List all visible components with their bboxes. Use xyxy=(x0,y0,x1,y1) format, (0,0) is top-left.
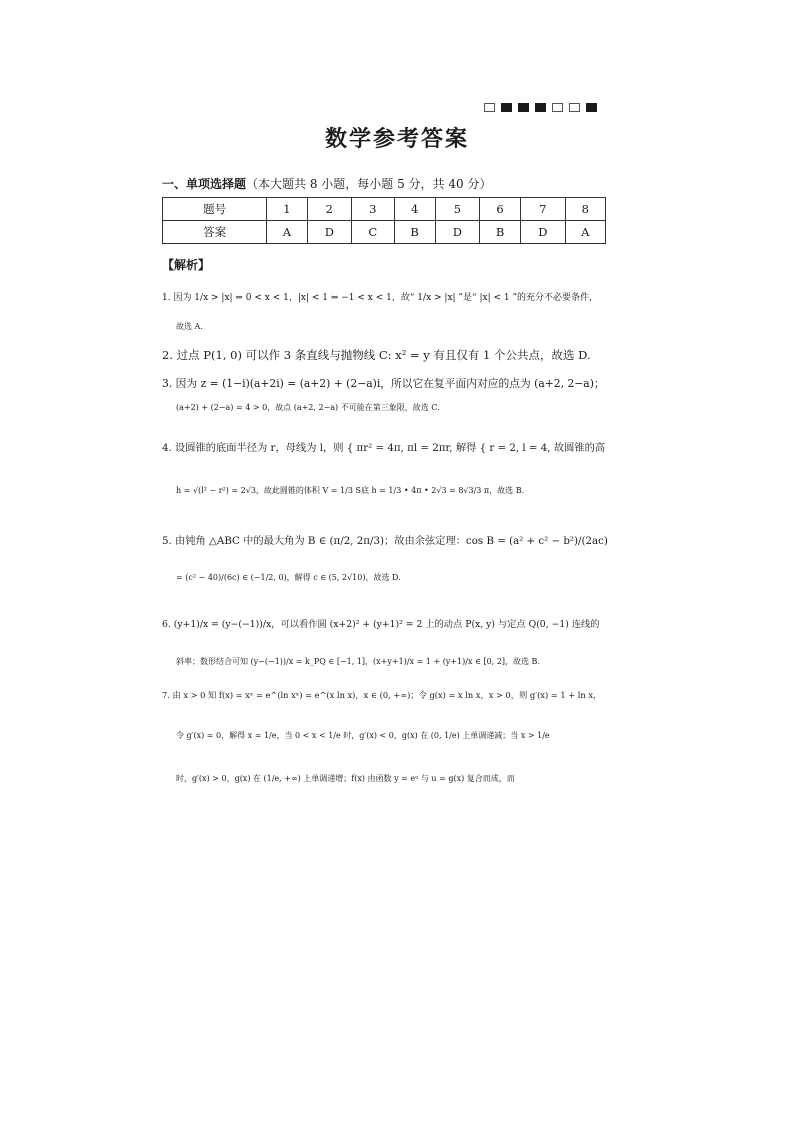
answer-table-row-answers xyxy=(163,221,606,244)
analysis-label: 【解析】 xyxy=(162,258,211,272)
solution-line: 斜率；数形结合可知 (y−(−1))/x = k_PQ ∈ [−1, 1]，(x+y+1)/x = 1 + (y+1)/x ∈ [0, 2]，故选 B. xyxy=(176,657,540,666)
header-marks xyxy=(484,103,597,112)
question-number: 2 xyxy=(307,198,351,221)
page-title: 数学参考答案 xyxy=(324,126,469,152)
question-number: 7 xyxy=(521,198,565,221)
solution-line: 令 g′(x) = 0，解得 x = 1/e，当 0 < x < 1/e 时，g′(x) < 0，g(x) 在 (0, 1/e) 上单调递减；当 x > 1/e xyxy=(176,731,550,740)
answer-cell: B xyxy=(394,221,435,244)
solution-line: h = √(l² − r²) = 2√3，故此圆锥的体积 V = 1/3 S底 h = 1/3 • 4π • 2√3 = 8√3/3 π，故选 B. xyxy=(176,486,525,495)
answer-cell: C xyxy=(352,221,395,244)
question-number: 1 xyxy=(267,198,307,221)
answer-table-row-numbers xyxy=(163,198,606,221)
solution-line: 5. 由钝角 △ABC 中的最大角为 B ∈ (π/2, 2π/3)；故由余弦定理：cos B = (a² + c² − b²)/(2ac) xyxy=(162,535,608,547)
header-mark xyxy=(569,103,580,112)
table-row-label: 答案 xyxy=(163,221,267,244)
section-heading-note: （本大题共 8 小题，每小题 5 分，共 40 分） xyxy=(246,177,492,191)
solution-line: 3. 因为 z = (1−i)(a+2i) = (a+2) + (2−a)i，所以它在复平面内对应的点为 (a+2, 2−a)； xyxy=(162,377,605,390)
header-mark xyxy=(518,103,529,112)
header-mark xyxy=(535,103,546,112)
answer-cell: D xyxy=(521,221,565,244)
solution-line: 4. 设圆锥的底面半径为 r，母线为 l，则 { πr² = 4π, πl = 2πr, 解得 { r = 2, l = 4, 故圆锥的高 xyxy=(162,442,606,454)
answer-cell: A xyxy=(267,221,307,244)
question-number: 6 xyxy=(480,198,521,221)
answer-cell: A xyxy=(565,221,605,244)
solution-line: 时，g′(x) > 0，g(x) 在 (1/e, +∞) 上单调递增；f(x) 由函数 y = eᵘ 与 u = g(x) 复合而成，而 xyxy=(176,774,515,783)
answer-cell: B xyxy=(480,221,521,244)
header-mark xyxy=(552,103,563,112)
solution-line: 1. 因为 1/x > |x| ⇔ 0 < x < 1，|x| < 1 ⇔ −1 < x < 1，故“ 1/x > |x| ”是“ |x| < 1 ”的充分不必要条件， xyxy=(162,293,599,303)
solution-line: = (c² − 40)/(6c) ∈ (−1/2, 0)，解得 c ∈ (5, 2√10)，故选 D. xyxy=(176,573,401,582)
answer-cell: D xyxy=(307,221,351,244)
solution-line: 2. 过点 P(1, 0) 可以作 3 条直线与抛物线 C: x² = y 有且仅有 1 个公共点，故选 D. xyxy=(162,348,591,362)
answer-table xyxy=(162,197,606,244)
question-number: 3 xyxy=(352,198,395,221)
solution-line: 7. 由 x > 0 知 f(x) = xˣ = e^(ln xˣ) = e^(x ln x)，x ∈ (0, +∞)；令 g(x) = x ln x，x > 0，则 g′(x) = 1 + ln x， xyxy=(162,690,602,700)
section-heading xyxy=(162,175,491,192)
header-mark xyxy=(501,103,512,112)
answer-cell: D xyxy=(435,221,479,244)
solution-line: 6. (y+1)/x = (y−(−1))/x，可以看作圆 (x+2)² + (y+1)² = 2 上的动点 P(x, y) 与定点 Q(0, −1) 连线的 xyxy=(162,619,600,630)
solution-line: 故选 A. xyxy=(176,322,203,331)
header-mark xyxy=(586,103,597,112)
section-heading-label: 一、单项选择题 xyxy=(162,177,247,191)
header-mark xyxy=(484,103,495,112)
solution-line: (a+2) + (2−a) = 4 > 0，故点 (a+2, 2−a) 不可能在第三象限，故选 C. xyxy=(176,403,440,412)
table-row-label: 题号 xyxy=(163,198,267,221)
question-number: 5 xyxy=(435,198,479,221)
question-number: 8 xyxy=(565,198,605,221)
question-number: 4 xyxy=(394,198,435,221)
